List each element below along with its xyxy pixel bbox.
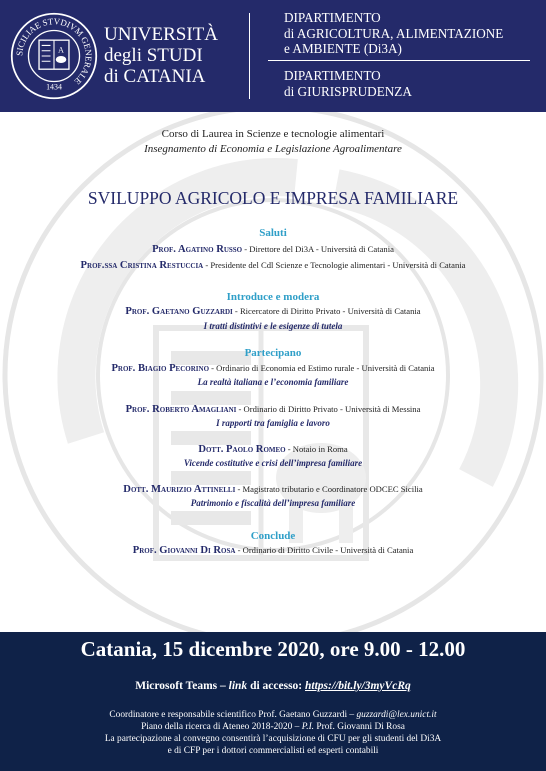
speaker-restuccia: Prof.ssa Cristina Restuccia - Presidente del Cdl Scienze e Tecnologie alimentari - Università di Catania — [80, 260, 466, 271]
footer-banner — [0, 632, 546, 771]
event-date: Catania, 15 dicembre 2020, ore 9.00 - 12.00 — [80, 637, 466, 661]
talk-pecorino: La realtà italiana e l’economia familiare — [197, 377, 349, 387]
event-title: SVILUPPO AGRICOLO E IMPRESA FAMILIARE — [87, 188, 459, 208]
department-agricoltura: DIPARTIMENTO di AGRICOLTURA, ALIMENTAZIONE e AMBIENTE (Di3A) — [284, 10, 504, 56]
teams-link[interactable]: https://bit.ly/3myVcRq — [305, 680, 411, 692]
course-name: Corso di Laurea in Scienze e tecnologie alimentari — [161, 128, 385, 140]
teaching-name: Insegnamento di Economia e Legislazione Agroalimentare — [144, 143, 402, 155]
program-content — [0, 112, 546, 632]
coordinator-line: Coordinatore e responsabile scientifico Prof. Gaetano Guzzardi – guzzardi@lex.unict.it — [109, 710, 437, 720]
research-plan-line: Piano della ricerca di Ateneo 2018-2020 – P.I. Prof. Giovanni Di Rosa — [141, 722, 405, 732]
university-name: UNIVERSITÀ degli STUDI di CATANIA — [104, 24, 218, 87]
talk-amagliani: I rapporti tra famiglia e lavoro — [216, 418, 330, 428]
university-seal-icon — [10, 12, 98, 100]
section-conclude: Conclude — [250, 530, 296, 542]
teams-access: Microsoft Teams – link di accesso: https://bit.ly/3myVcRq — [135, 680, 411, 692]
header-divider — [249, 13, 250, 99]
department-divider — [268, 60, 530, 61]
cfp-line: e di CFP per i dottori commercialisti ed esperti contabili — [167, 746, 379, 756]
talk-guzzardi: I tratti distintivi e le esigenze di tutela — [203, 321, 343, 331]
speaker-pecorino: Prof. Biagio Pecorino - Ordinario di Economia ed Estimo rurale - Università di Catania — [111, 363, 435, 374]
svg-text:A: A — [58, 45, 64, 55]
speaker-amagliani: Prof. Roberto Amagliani - Ordinario di Diritto Privato - Università di Messina — [125, 404, 421, 415]
coordinator-email[interactable]: guzzardi@lex.unict.it — [356, 710, 437, 720]
cfu-line: La partecipazione al convegno consentirà l’acquisizione di CFU per gli studenti del Di3A — [104, 734, 442, 744]
speaker-dirosa: Prof. Giovanni Di Rosa - Ordinario di Diritto Civile - Università di Catania — [132, 545, 414, 556]
seal-text: SICILIAE STVDIVM GENERALE — [14, 16, 94, 87]
speaker-attinelli: Dott. Maurizio Attinelli - Magistrato tributario e Coordinatore ODCEC Sicilia — [123, 484, 423, 495]
department-giurisprudenza: DIPARTIMENTO di GIURISPRUDENZA — [284, 68, 412, 99]
section-introduce: Introduce e modera — [226, 291, 320, 303]
section-saluti: Saluti — [259, 227, 287, 239]
talk-romeo: Vicende costitutive e crisi dell’impresa familiare — [183, 458, 363, 468]
speaker-russo: Prof. Agatino Russo - Direttore del Di3A - Università di Catania — [152, 244, 394, 255]
speaker-romeo: Dott. Paolo Romeo - Notaio in Roma — [198, 444, 348, 455]
section-partecipano: Partecipano — [244, 347, 302, 359]
talk-attinelli: Patrimonio e fiscalità dell’impresa familiare — [190, 498, 356, 508]
seal-year: 1434 — [46, 82, 62, 92]
header-banner — [0, 0, 546, 112]
speaker-guzzardi: Prof. Gaetano Guzzardi - Ricercatore di Diritto Privato - Università di Catania — [125, 306, 421, 317]
